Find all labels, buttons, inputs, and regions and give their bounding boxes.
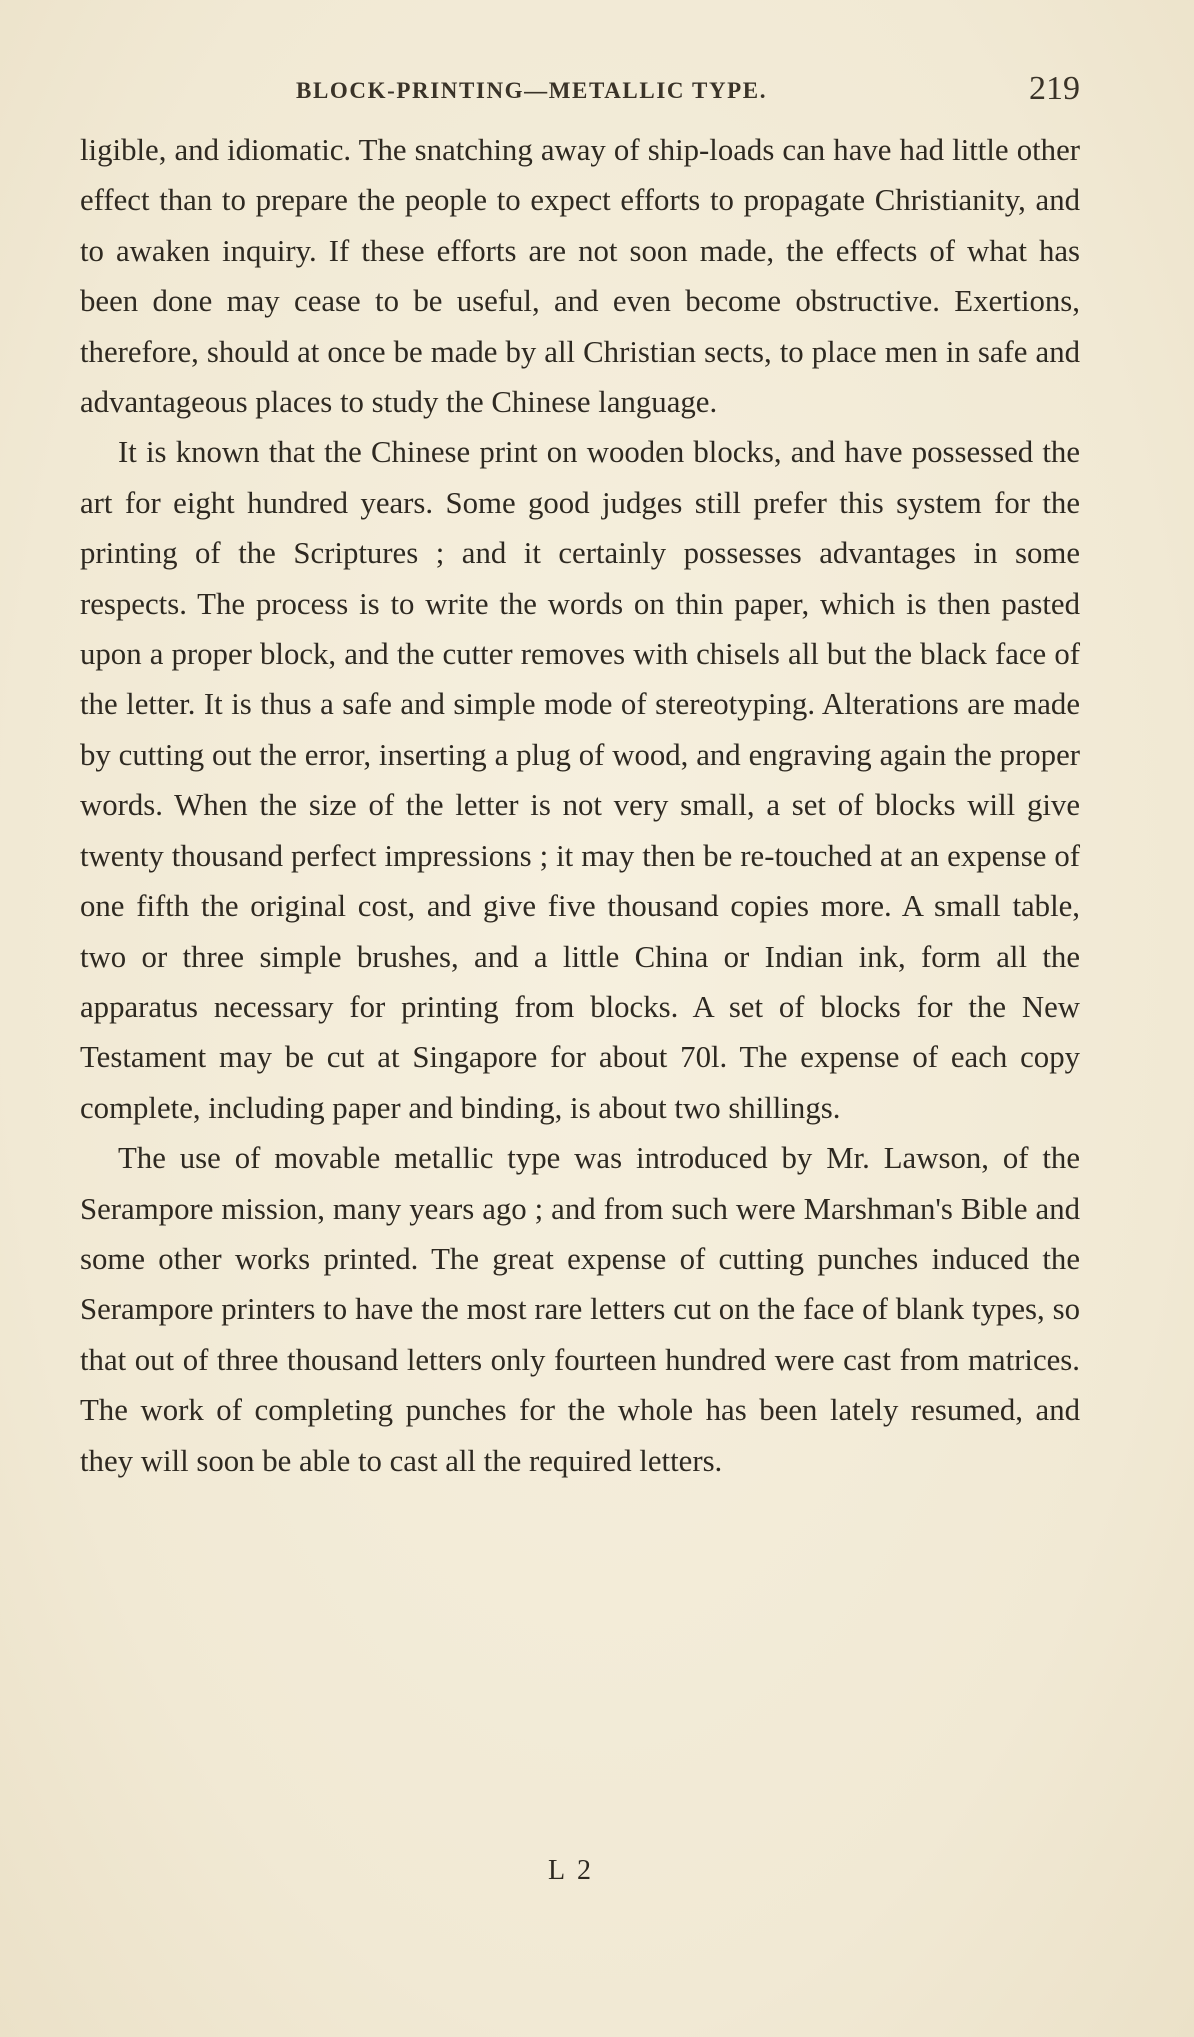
paragraph-2: It is known that the Chinese print on wooden blocks, and have possessed the art for eight hundred years. Some good judges still prefer this system for the printing of the Scriptures ; and it certainly possesses advantages in some respects. The process is to write the words on thin paper, which is then pasted upon a proper block, and the cutter removes with chisels all but the black face of the letter. It is thus a safe and simple mode of stereotyping. Alterations are made by cutting out the error, inserting a plug of wood, and engraving again the proper words. When the size of the letter is not very small, a set of blocks will give twenty thousand perfect impressions ; it may then be re-touched at an expense of one fifth the original cost, and give five thousand copies more. A small table, two or three simple brushes, and a little China or Indian ink, form all the apparatus necessary for printing from blocks. A set of blocks for the New Testament may be cut at Singapore for about 70l. The expense of each copy complete, including paper and binding, is about two shillings. — [80, 435, 1080, 1125]
running-head — [80, 70, 1080, 110]
body-text — [80, 125, 1080, 1486]
signature-mark — [0, 1855, 1194, 1887]
paragraph-3: The use of movable metallic type was introduced by Mr. Lawson, of the Serampore mission, many years ago ; and from such were Marshman's Bible and some other works printed. The great expense of cutting punches induced the Serampore printers to have the most rare letters cut on the face of blank types, so that out of three thousand letters only fourteen hundred were cast from matrices. The work of completing punches for the whole has been lately resumed, and they will soon be able to cast all the required letters. — [80, 1141, 1080, 1478]
page-number: 219 — [1029, 70, 1080, 107]
paragraph-1: ligible, and idiomatic. The snatching away of ship-loads can have had little other effect than to prepare the people to expect efforts to propagate Christianity, and to awaken inquiry. If these efforts are not soon made, the effects of what has been done may cease to be useful, and even become obstructive. Exertions, therefore, should at once be made by all Christian sects, to place men in safe and advantageous places to study the Chinese language. — [80, 133, 1080, 420]
signature-text: L 2 — [547, 1855, 595, 1886]
running-title: BLOCK-PRINTING—METALLIC TYPE. — [296, 78, 768, 103]
